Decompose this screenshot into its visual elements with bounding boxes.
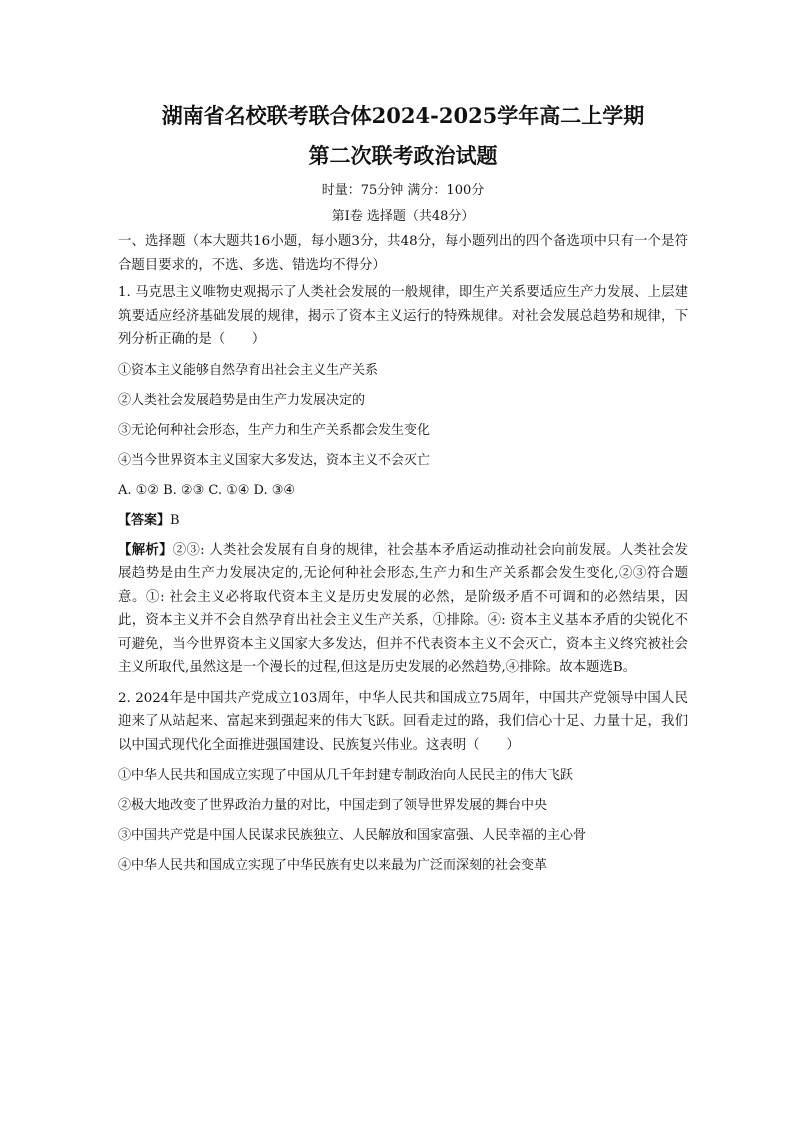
question-option: ④当今世界资本主义国家大多发达，资本主义不会灭亡 [118,452,431,468]
analysis-text: ②③: 人类社会发展有自身的规律，社会基本矛盾运动推动社会向前发展。人类社会发展趋势是由生产力发展决定的,无论何种社会形态,生产力和生产关系都会发生变化,②③符合题意。①: 社会主义必将取代资本主义是历史发展的必然，是阶级矛盾不可调和的必然结果，因此，资本主义并不会自然孕育出社会主义生产关系，①排除。④: 资本主义基本矛盾的尖锐化不可避免，当今世界资本主义国家大多发达，但并不代表资本主义不会灭亡，资本主义终究被社会主义所取代,虽然这是一个漫长的过程,但这是历史发展的必然趋势,④排除。故本题选B。 [118,542,689,675]
analysis-block [118,539,688,680]
question-option: ③无论何种社会形态，生产力和生产关系都会发生变化 [118,422,431,438]
question-option: ①资本主义能够自然孕育出社会主义生产关系 [118,362,379,378]
question-option: ②人类社会发展趋势是由生产力发展决定的 [118,392,366,408]
question-stem: 1. 马克思主义唯物史观揭示了人类社会发展的一般规律，即生产关系要适应生产力发展、上层建筑要适应经济基础发展的规律，揭示了资本主义运行的特殊规律。对社会发展总趋势和规律，下列分析正确的是（ ） [118,285,688,347]
question-stem: 2. 2024年是中国共产党成立103周年，中华人民共和国成立75周年，中国共产党领导中国人民迎来了从站起来、富起来到强起来的伟大飞跃。回看走过的路，我们信心十足、力量十足，我们以中国式现代化全面推进强国建设、民族复兴伟业。这表明（ ） [118,690,688,753]
answer-line [118,509,688,532]
document-content [118,98,688,877]
analysis-tag: 【解析】 [118,541,173,558]
question-2 [118,687,688,878]
answer-value: B [170,512,180,528]
question-1 [118,281,688,680]
question-option: ③中国共产党是中国人民谋求民族独立、人民解放和国家富强、人民幸福的主心骨 [118,828,587,843]
question-option: ④中华人民共和国成立实现了中华民族有史以来最为广泛而深刻的社会变革 [118,858,548,873]
section-instructions: 一、选择题（本大题共16小题，每小题3分，共48分，每小题列出的四个备选项中只有一个是符合题目要求的，不选、多选、错选均不得分） [118,234,688,273]
exam-title-line-2: 第二次联考政治试题 [308,143,498,168]
section-heading: 第Ⅰ卷 选择题（共48分） [331,209,475,224]
answer-tag: 【答案】 [118,512,171,528]
exam-meta: 时量：75分钟 满分：100分 [321,183,485,198]
answer-choices: A. ①② B. ②③ C. ①④ D. ③④ [118,482,296,498]
exam-title-line-1: 湖南省名校联考联合体2024-2025学年高二上学期 [161,103,645,128]
question-option: ①中华人民共和国成立实现了中国从几千年封建专制政治向人民民主的伟大飞跃 [118,768,574,783]
question-option: ②极大地改变了世界政治力量的对比，中国走到了领导世界发展的舞台中央 [118,798,548,813]
